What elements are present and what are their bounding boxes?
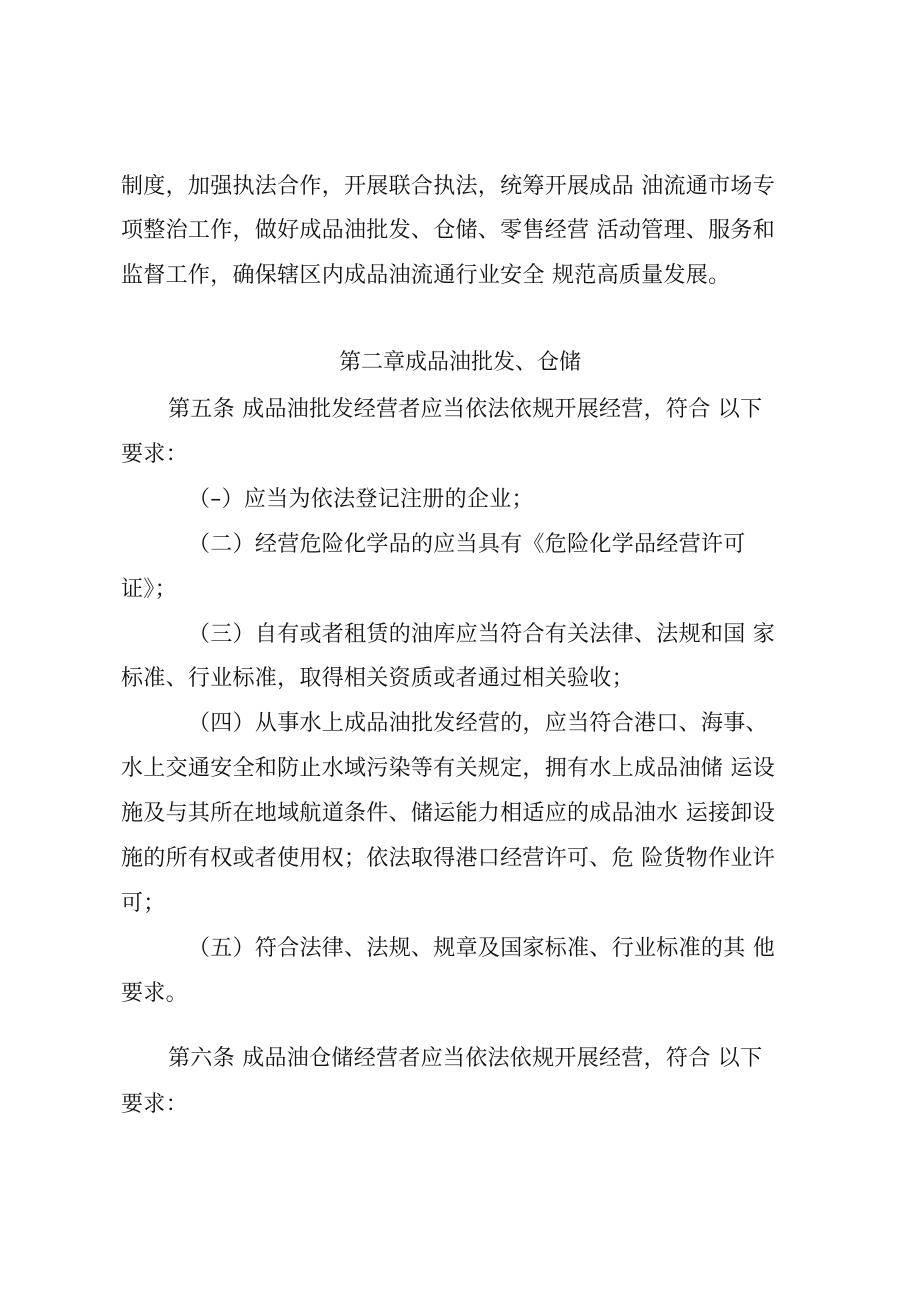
article5-item1-line-1: （–）应当为依法登记注册的企业； [188, 487, 534, 512]
article5-item2-line-1: （二）经营危险化学品的应当具有《危险化学品经营许可 [188, 532, 746, 557]
chapter-heading: 第二章成品油批发、仓储 [338, 350, 581, 375]
article5-item2-line-2: 证》； [121, 577, 177, 602]
article5-line-1: 第五条 成品油批发经营者应当依法依规开展经营，符合 以下 [168, 397, 763, 422]
article5-item4-line-1: （四）从事水上成品油批发经营的，应当符合港口、海事、 [188, 711, 768, 736]
intro-line-1: 制度，加强执法合作，开展联合执法，统筹开展成品 油流通市场专 [121, 174, 775, 199]
article5-item5-line-1: （五）符合法律、法规、规章及国家标准、行业标准的其 他 [188, 936, 776, 961]
article6-line-2: 要求： [121, 1092, 188, 1117]
article5-line-2: 要求： [121, 442, 188, 467]
article5-item3-line-2: 标准、行业标准，取得相关资质或者通过相关验收； [121, 666, 634, 691]
article6-line-1: 第六条 成品油仓储经营者应当依法依规开展经营，符合 以下 [168, 1046, 763, 1071]
article5-item3-line-1: （三）自有或者租赁的油库应当符合有关法律、法规和国 家 [188, 622, 776, 647]
intro-line-2: 项整治工作，做好成品油批发、仓储、零售经营 活动管理、服务和 [121, 218, 775, 243]
article5-item4-line-5: 可； [121, 891, 166, 916]
article5-item4-line-3: 施及与其所在地域航道条件、储运能力相适应的成品油水 运接卸设 [121, 801, 775, 826]
article5-item5-line-2: 要求。 [121, 981, 188, 1006]
article5-item4-line-4: 施的所有权或者使用权；依法取得港口经营许可、危 险货物作业许 [121, 846, 775, 871]
article5-item4-line-2: 水上交通安全和防止水域污染等有关规定，拥有水上成品油储 运设 [121, 756, 775, 781]
intro-line-3: 监督工作，确保辖区内成品油流通行业安全 规范高质量发展。 [121, 263, 731, 288]
